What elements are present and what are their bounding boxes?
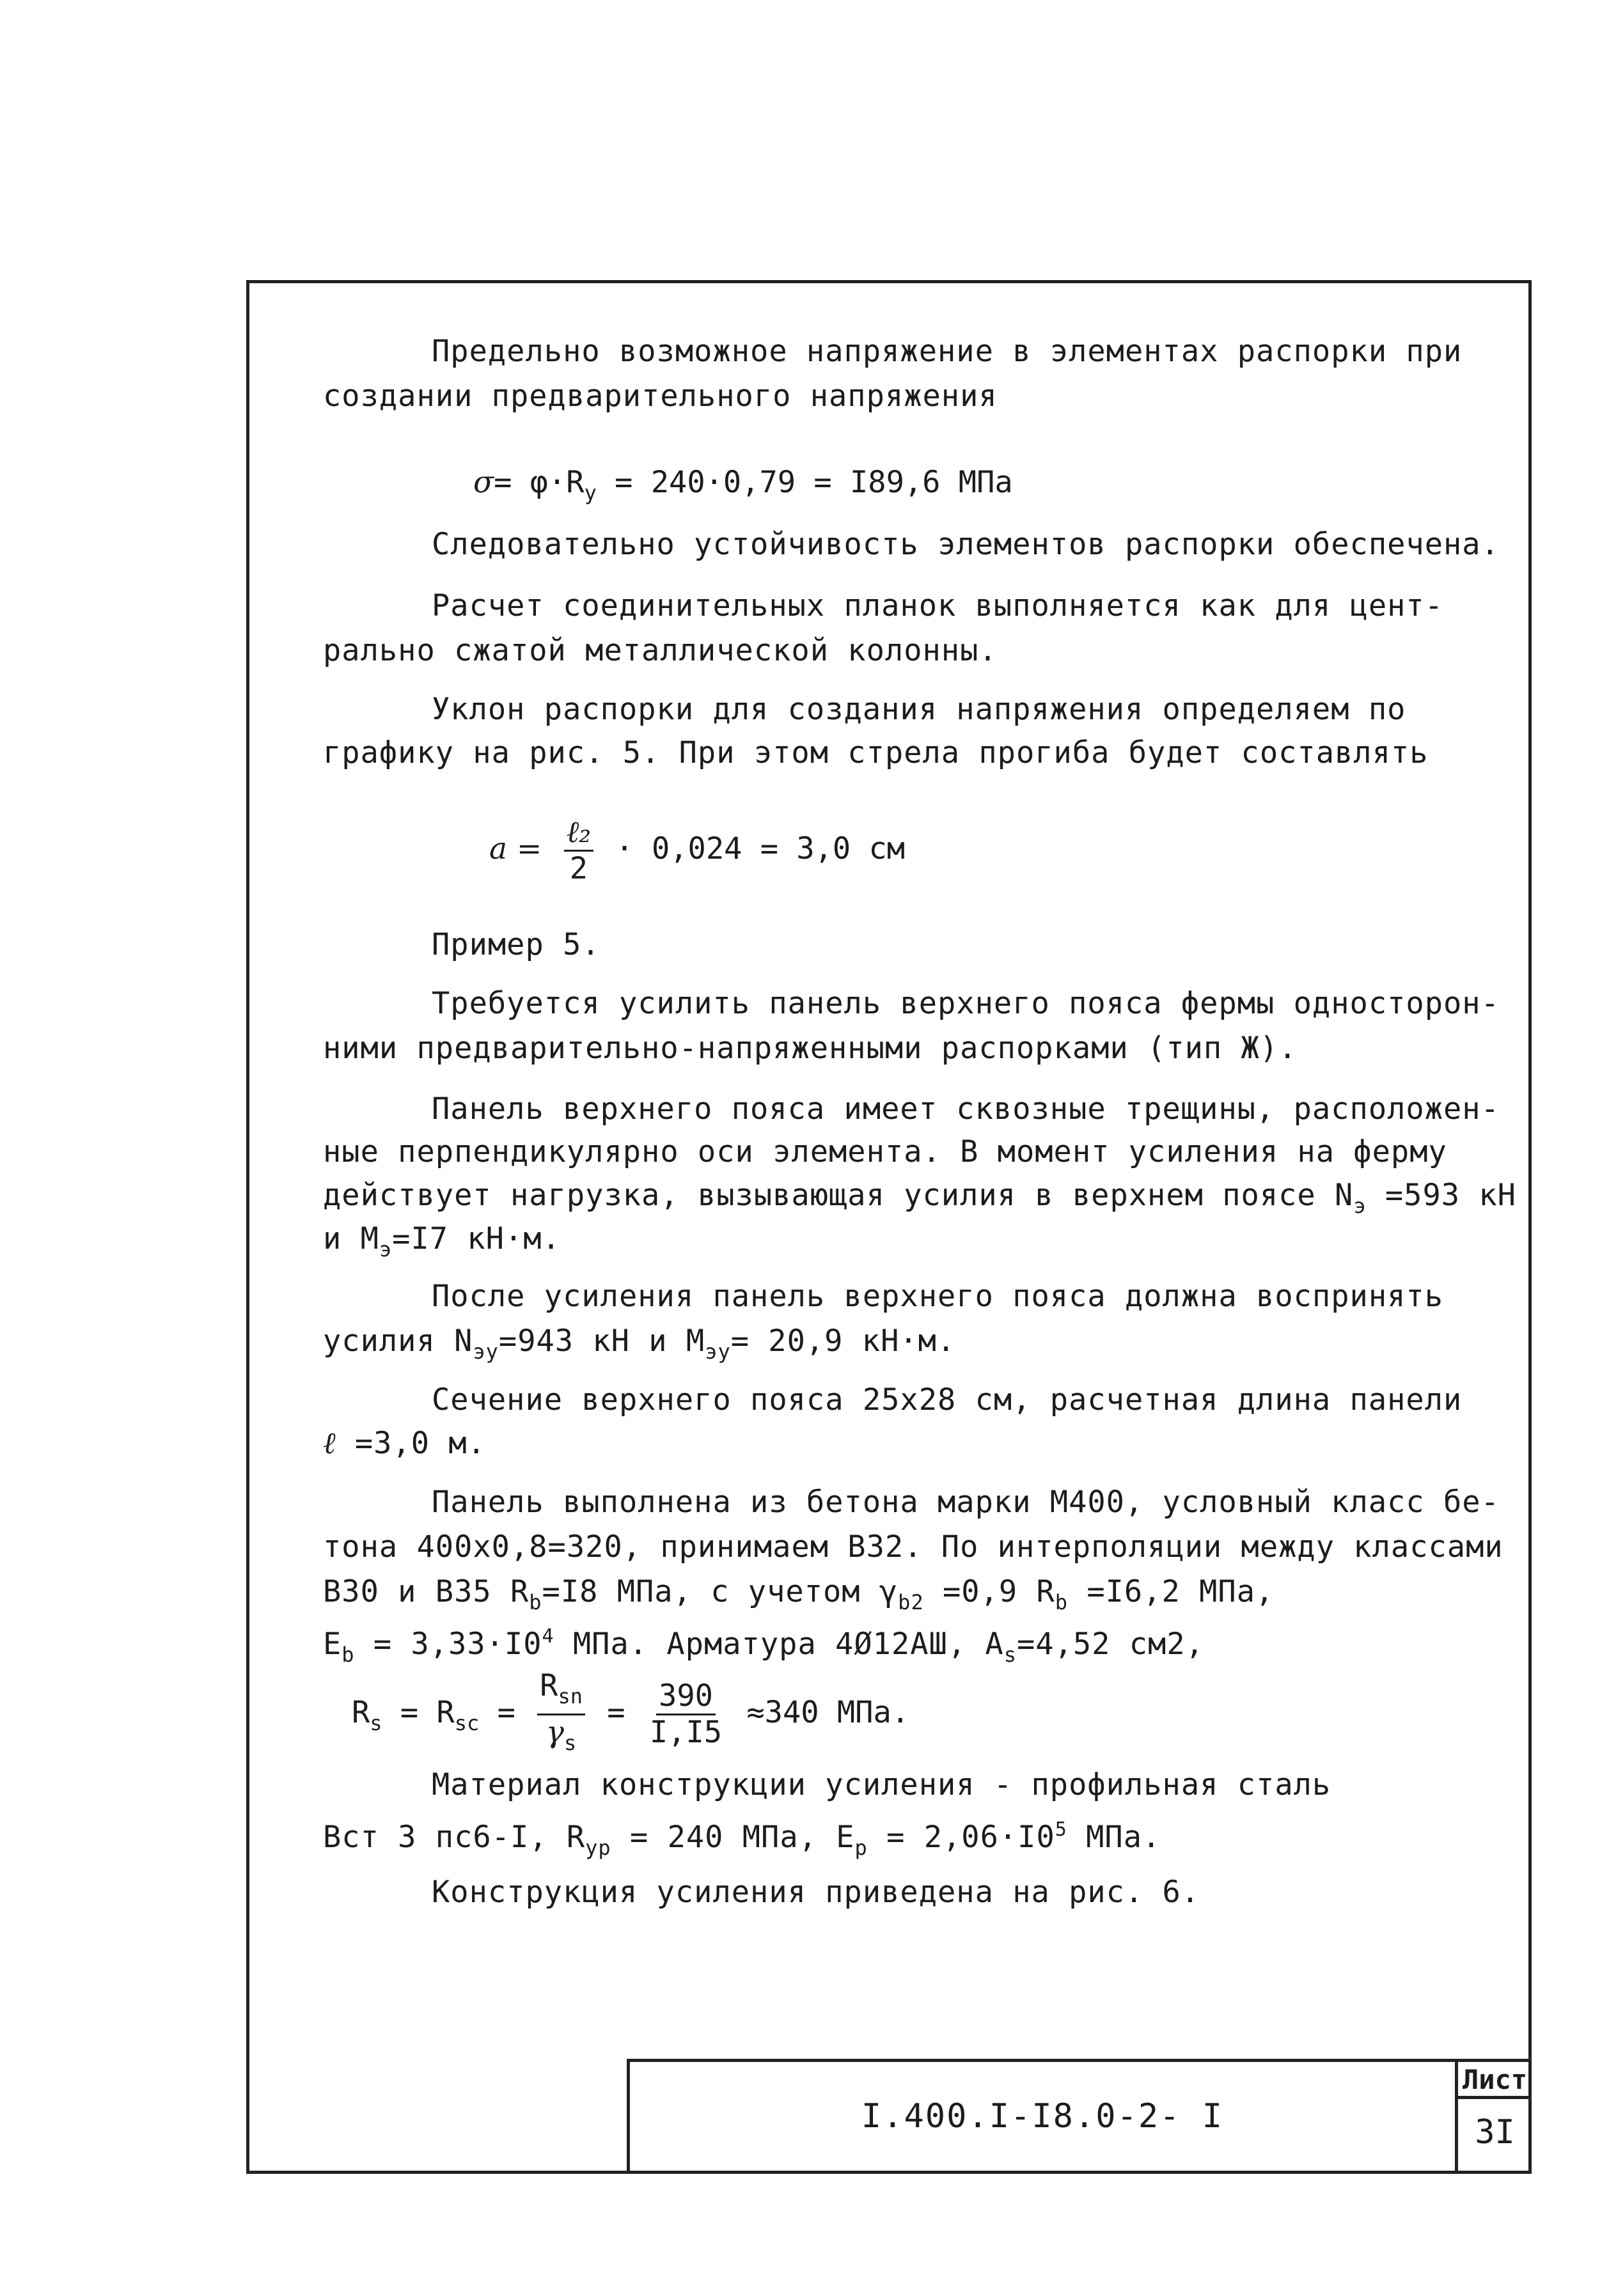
p7-l2b: =943 кН и M xyxy=(498,1324,705,1359)
f3-num1-sub: sn xyxy=(558,1684,583,1708)
formula-deflection xyxy=(489,815,905,886)
p7-l2sub1: эу xyxy=(473,1339,499,1364)
f3-den2: I,I5 xyxy=(649,1715,723,1750)
p9-l4sub2: s xyxy=(1003,1643,1017,1667)
p10-l2sub2: p xyxy=(854,1836,868,1860)
sheet-number: 3I xyxy=(1475,2113,1515,2152)
document-code: I.400.I-I8.0-2- I xyxy=(861,2097,1224,2136)
p9-line1: Панель выполнена из бетона марки М400, условный класс бе- xyxy=(432,1485,1500,1520)
f3-eq2: = xyxy=(497,1695,515,1730)
sheet-label: Лист xyxy=(1458,2064,1532,2099)
p6-line3 xyxy=(323,1176,1516,1225)
p8-line2 xyxy=(323,1425,486,1463)
p5-line1: Требуется усилить панель верхнего пояса фермы односторон- xyxy=(432,986,1500,1021)
f3-num2: 390 xyxy=(656,1679,716,1715)
f1-rhs: = 240·0,79 = I89,6 МПа xyxy=(596,465,1013,500)
p10-l2sup: 5 xyxy=(1055,1818,1067,1841)
p9-l4d: =4,52 см2, xyxy=(1016,1627,1204,1662)
sheet-cell xyxy=(1455,2059,1532,2174)
f3-eq3: = xyxy=(607,1695,625,1730)
p9-l3d: =I6,2 МПа, xyxy=(1068,1574,1275,1609)
f1-eq: = φ·R xyxy=(494,465,585,500)
p10-l2b: = 240 МПа, E xyxy=(611,1820,855,1855)
p1-line1: Предельно возможное напряжение в элементах распорки при xyxy=(432,334,1463,369)
f3-den1-sub: s xyxy=(564,1731,577,1755)
p7-line1: После усиления панель верхнего пояса должна воспринять xyxy=(432,1279,1444,1314)
p10-l2sub: yp xyxy=(585,1836,611,1860)
f3-num1-r: R xyxy=(540,1668,558,1703)
p9-l3sub1: b xyxy=(529,1590,542,1614)
p6-line2: ные перпендикулярно оси элемента. В момент усиления на ферму xyxy=(323,1134,1447,1169)
p6-l3b: =593 кН xyxy=(1366,1178,1516,1213)
p6-l4b: =I7 кН·м. xyxy=(392,1221,561,1256)
f3-rhs: ≈340 МПа. xyxy=(746,1695,910,1730)
p9-l4b: = 3,33·I0 xyxy=(354,1627,542,1662)
p9-l3c: =0,9 R xyxy=(923,1574,1055,1609)
p7-l2c: = 20,9 кН·м. xyxy=(730,1324,956,1359)
f3-sub2: sc xyxy=(454,1711,480,1735)
f2-rhs: · 0,024 = 3,0 см xyxy=(615,831,906,866)
p9-l4a: E xyxy=(323,1627,342,1662)
p9-l3sub2: b2 xyxy=(898,1590,924,1614)
p10-l2a: Вст 3 пс6-I, R xyxy=(323,1820,586,1855)
p4-line1: Уклон распорки для создания напряжения определяем по xyxy=(432,692,1406,727)
f3-fraction2 xyxy=(647,1679,725,1750)
f1-sub: y xyxy=(584,481,597,505)
p9-l4sup: 4 xyxy=(542,1625,554,1648)
f3-den1 xyxy=(544,1715,579,1760)
p9-l4c: МПа. Арматура 4Ø12АШ, A xyxy=(554,1627,1004,1662)
f3-sub1: s xyxy=(370,1711,382,1735)
p5-line2: ними предварительно-напряженными распорками (тип Ж). xyxy=(323,1031,1298,1066)
f3-den1-gamma: γ xyxy=(545,1715,564,1750)
p3-line2: рально сжатой металлической колонны. xyxy=(323,633,998,668)
p9-l3sub3: b xyxy=(1055,1590,1069,1614)
f3-fraction1 xyxy=(537,1669,585,1760)
p9-line4 xyxy=(323,1618,1204,1674)
p3-line1: Расчет соединительных планок выполняется как для цент- xyxy=(432,588,1444,623)
p6-l4sub: э xyxy=(379,1237,393,1261)
p6-l4a: и M xyxy=(323,1221,379,1256)
p10-line1: Материал конструкции усиления - профильная сталь xyxy=(432,1767,1331,1802)
f3-lhs: R xyxy=(352,1695,370,1730)
f1-sigma: σ xyxy=(473,465,494,500)
p11-line: Конструкция усиления приведена на рис. 6. xyxy=(432,1875,1200,1910)
example-heading: Пример 5. xyxy=(432,927,600,962)
formula-rs xyxy=(352,1669,909,1760)
p8-l2b: =3,0 м. xyxy=(336,1426,486,1461)
p9-line3 xyxy=(323,1573,1274,1621)
f2-fraction xyxy=(564,815,593,886)
p6-line4 xyxy=(323,1220,561,1269)
p7-l2a: усилия N xyxy=(323,1324,473,1359)
p8-line1: Сечение верхнего пояса 25х28 см, расчетная длина панели xyxy=(432,1382,1463,1417)
p7-line2 xyxy=(323,1322,955,1371)
p9-line2: тона 400х0,8=320, принимаем В32. По интерполяции между классами xyxy=(323,1529,1503,1565)
f2-den: 2 xyxy=(569,851,588,886)
p8-ell: ℓ xyxy=(323,1426,336,1461)
p9-l4sub1: b xyxy=(341,1643,355,1667)
f2-lhs: a = xyxy=(489,831,542,866)
p10-line2 xyxy=(323,1811,1161,1867)
p2-line: Следовательно устойчивость элементов распорки обеспечена. xyxy=(432,527,1500,562)
p4-line2: графику на рис. 5. При этом стрела прогиба будет составлять xyxy=(323,735,1429,770)
p6-line1: Панель верхнего пояса имеет сквозные трещины, расположен- xyxy=(432,1091,1500,1127)
p6-l3a: действует нагрузка, вызывающая усилия в верхнем поясе N xyxy=(323,1178,1354,1213)
p1-line2: создании предварительного напряжения xyxy=(323,379,998,414)
p9-l3a: В30 и В35 R xyxy=(323,1574,530,1609)
p10-l2d: МПа. xyxy=(1067,1820,1161,1855)
p10-l2c: = 2,06·I0 xyxy=(867,1820,1055,1855)
f2-num: ℓ₂ xyxy=(564,815,593,852)
f3-eq: = R xyxy=(400,1695,455,1730)
p7-l2sub2: эу xyxy=(705,1339,731,1364)
formula-stress xyxy=(473,464,1013,512)
p6-l3sub: э xyxy=(1353,1194,1367,1218)
f3-num1 xyxy=(537,1669,585,1715)
p9-l3b: =I8 МПа, с учетом γ xyxy=(542,1574,899,1609)
